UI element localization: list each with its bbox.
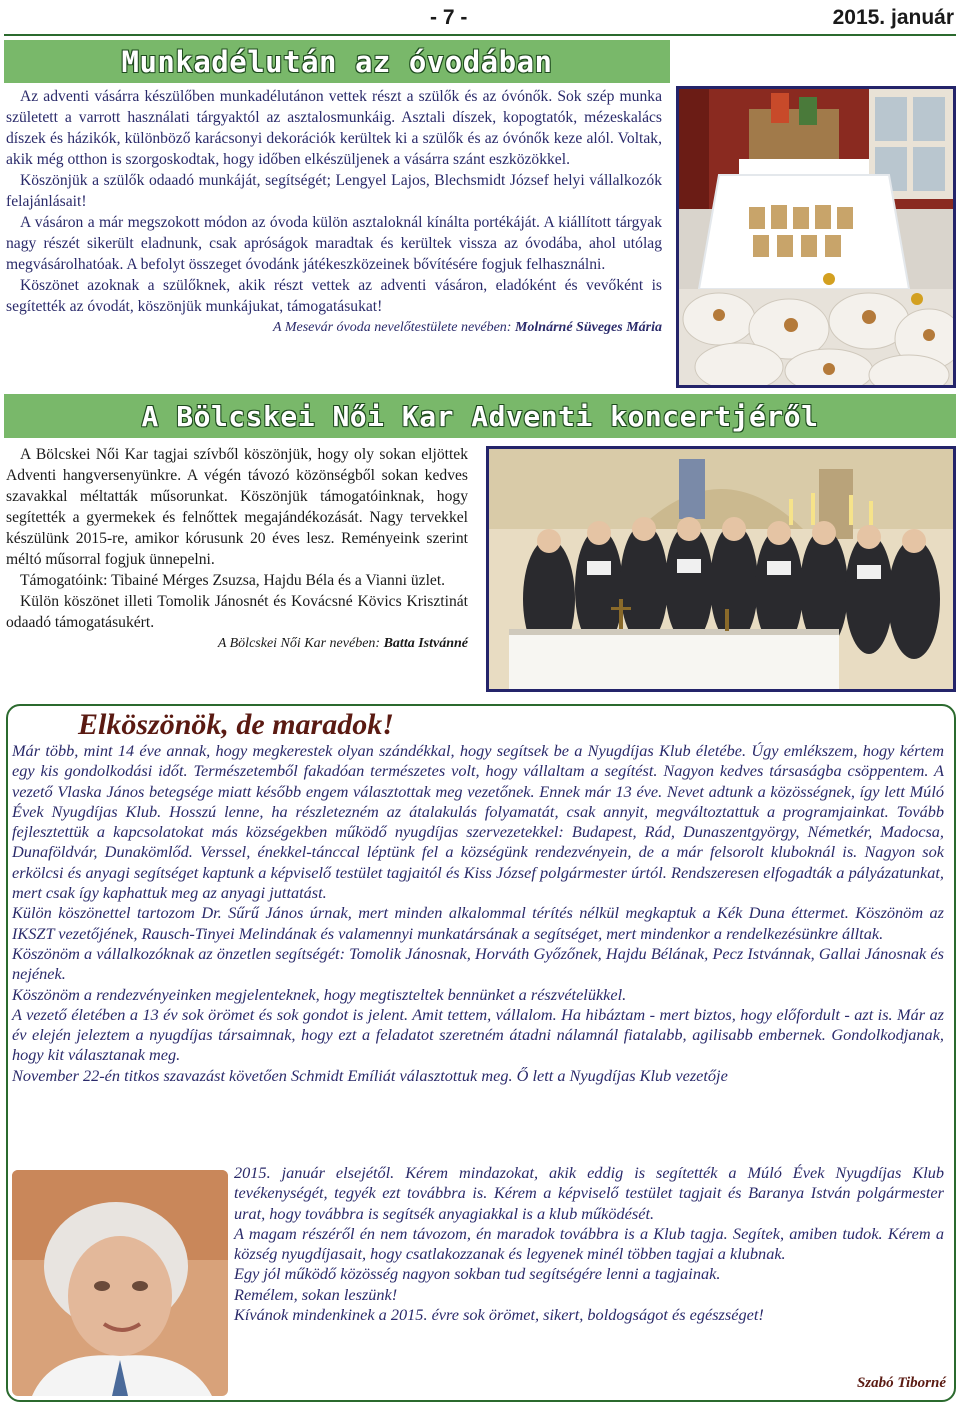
article2-signature — [6, 633, 468, 655]
article3-paragraph: Egy jól működő közösség nagyon sokban tud segítségére lenni a tagjainak. — [234, 1264, 721, 1284]
article3-body-bottom — [234, 1163, 944, 1325]
article3-body-top — [12, 741, 944, 1086]
article1-paragraph: Az adventi vásárra készülőben munkadélutánon vettek részt a szülők és az óvónők. Sok szép munka született a varrott használati tárgyaktól az asztalosmunkáig. Asztali díszek, kopogtatók, mézeskalács díszek és házikók, különböző karácsonyi dekorációk kerültek ki a szülők és az óvónők keze alól. Voltak, akik még otthon is szorgoskodtak, hogy időben elkészüljenek a vásárra szánt eszközökkel. — [6, 88, 662, 168]
article2-paragraph: A Bölcskei Női Kar tagjai szívből köszönjük, hogy oly sokan eljöttek Adventi hangversenyünkre. A végén távozó közönségből sokan kedves szavakkal méltatták műsorunkat. Köszönjük támogatóinknak, hogy segítették a gyermekek és felnőttek megajándékozását. Nagy tervekkel készülünk 2015-re, amikor kórusunk 20 éves lesz. Reményeink szerint méltó műsorral fogjuk ünnepelni. — [6, 446, 468, 568]
article3-paragraph: Már több, mint 14 éve annak, hogy megkerestek olyan szándékkal, hogy segítsek be a Nyugdíjas Klub életébe. Úgy emlékszem, hogy kértem egy kis gondolkodási időt. Természetemből fakadóan természetes volt, hogy vállaltam a segítést. Nagyon kedves társaságba csöppentem. A vezető Vlaska János betegsége miatt később engem választottak meg vezetőnek. Ennek már 13 éve. Nevet adtunk a közösségnek, így lett Múló Évek Nyugdíjas Klub. Hosszú lenne, ha részletezném az átalakulás folyamatát, csak annyit, megváltoztattuk a programjainkat. Tovább fejlesztettük a kapcsolatokat más községekben működő nyugdíjas szervezetekkel: Budapest, Rád, Dunaszentgyörgy, Németkér, Madocsa, Dunaföldvár, Dunakömlőd. Verssel, énekkel-tánccal léptünk fel a községünk rendezvényein, de a már felsorolt kluboknál is. Nagyon sok erkölcsi és anyagi segítséget kaptunk a képviselő testület tagjaitól és Kiss József polgármester úrtól. Rendszeresen elfogadták a pályázatunkat, mert csak így kaphattuk meg az anyagi juttatást. — [12, 741, 944, 903]
photo-portrait-author — [12, 1170, 228, 1396]
article1-signature — [6, 317, 662, 339]
article3-paragraph: Külön köszönettel tartozom Dr. Sűrű János úrnak, mert minden alkalommal térítés nélkül megkaptuk a Kék Duna éttermet. Köszönöm az IKSZT vezetőjének, Rausch-Tinyei Melindának és valamennyi munkatársának a segítséget, mert mindenkor a rendelkezésünkre álltak. — [12, 903, 944, 943]
article3-paragraph: November 22-én titkos szavazást követően Schmidt Emíliát választottuk meg. Ő lett a Nyugdíjas Klub vezetője — [12, 1065, 728, 1085]
article3-paragraph: Köszönöm a rendezvényeinken megjelenteknek, hogy megtiszteltek bennünket a részvételükkel. — [12, 984, 627, 1004]
article3-paragraph: A vezető életében a 13 év sok örömet és sok gondot is jelent. Amit tettem, vállalom. Ha hibáztam - mert biztos, hogy előfordult - azt is. Már az év elején jeleztem a nyugdíjas társaimnak, hogy ezt a feladatot szeretném átadni nálamnál fiatalabb, agilisabb embernek. Gondolkodjanak, hogy kit választanak meg. — [12, 1004, 944, 1065]
article3-title: Elköszönök, de maradok! — [78, 708, 394, 741]
article1-paragraph: Köszönjük a szülők odaadó munkáját, segítségét; Lengyel Lajos, Blechsmidt József helyi vállalkozók felajánlásait! — [6, 172, 662, 210]
choir-illustration — [489, 449, 953, 689]
photo-advent-market-table — [676, 86, 956, 388]
article3-paragraph: Remélem, sokan leszünk! — [234, 1284, 398, 1304]
article2-title: A Bölcskei Női Kar Adventi koncertjéről — [4, 394, 956, 438]
article3-paragraph: Köszönöm a vállalkozóknak az önzetlen segítségét: Tomolik Jánosnak, Horváth Győzőnek, Hajdu Bélának, Pecz Istvánnak, Gallai Jánosnak és nejének. — [12, 943, 944, 984]
issue-date: 2015. január — [832, 6, 954, 29]
article2-paragraph: Támogatóink: Tibainé Mérges Zsuzsa, Hajdu Béla és a Vianni üzlet. — [20, 572, 446, 589]
article2-signature-name: Batta Istvánné — [383, 636, 468, 651]
article1-body — [6, 86, 662, 339]
article1-paragraph: A vásáron a már megszokott módon az óvoda külön asztaloknál kínálta portékáját. A kiállított tárgyak nagy részét sikerült eladnunk, csak apróságok maradtak és kerültek vissza az óvodába, ahol utólag megvásárolhatóak. A befolyt összeget óvodánk játékeszközeinek bővítésére fogjuk felhasználni. — [6, 214, 662, 273]
header-divider — [4, 34, 956, 36]
article3-signature: Szabó Tiborné — [856, 1375, 946, 1391]
market-table-illustration — [679, 89, 953, 385]
portrait-illustration — [12, 1170, 228, 1396]
article2-signature-prefix: A Bölcskei Női Kar nevében: — [217, 636, 381, 651]
photo-choir-concert — [486, 446, 956, 692]
article1-signature-prefix: A Mesevár óvoda nevelőtestülete nevében: — [273, 320, 512, 335]
article3-paragraph: 2015. január elsejétől. Kérem mindazokat, akik eddig is segítették a Múló Évek Nyugdíjas Klub tevékenységét, tegyék ezt továbbra is. Kérem a képviselő testület tagjait és Baranya István polgármester urat, hogy továbbra is segítsék anyagiakkal is a klub működését. — [234, 1163, 944, 1223]
article1-signature-name: Molnárné Süveges Mária — [514, 320, 662, 335]
page-number: - 7 - — [430, 6, 468, 29]
article1-title: Munkadélután az óvodában — [4, 40, 670, 83]
article3-paragraph: Kívánok mindenkinek a 2015. évre sok örömet, sikert, boldogságot és egészséget! — [234, 1305, 764, 1325]
article2-body — [6, 444, 468, 655]
article2-paragraph: Külön köszönet illeti Tomolik Jánosnét és Kovácsné Kövics Krisztinát odaadó támogatásukért. — [6, 593, 468, 631]
article1-paragraph: Köszönet azoknak a szülőknek, akik részt vettek az adventi vásáron, eladóként és vevőként is segítették az óvodát, köszönjük munkájukat, támogatásukat! — [6, 277, 662, 315]
article3-paragraph: A magam részéről én nem távozom, én maradok továbbra is a Klub tagja. Segítek, amiben tudok. Kérem a község nyugdíjasait, hogy csatlakozzanak és legyenek minél többen tagjai a klubnak. — [234, 1223, 944, 1264]
